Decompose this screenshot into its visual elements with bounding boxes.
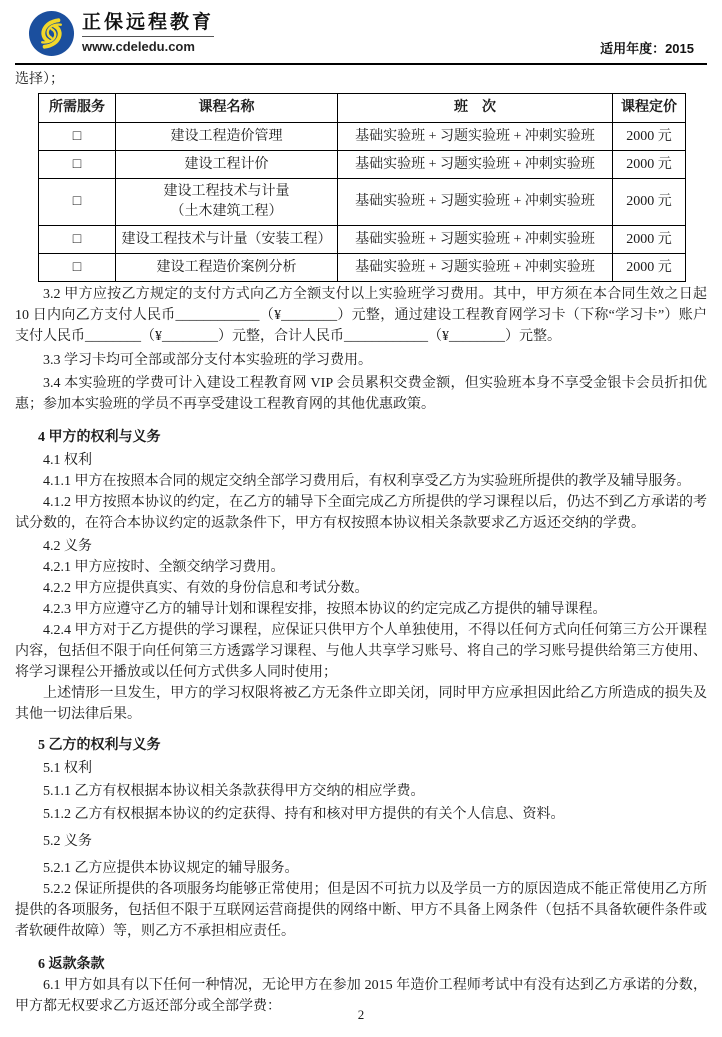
course-price-cell: 2000 元 [613,151,686,179]
checkbox-cell [39,151,116,179]
clause-4-1-1: 4.1.1 甲方在按照本合同的规定交纳全部学习费用后，有权利享受乙方为实验班所提供的教学及辅导服务。 [43,474,691,489]
clause-4-1: 4.1 权利 [43,453,92,468]
clause-4-2-4-note: 上述情形一旦发生，甲方的学习权限将被乙方无条件立即关闭，同时甲方应承担因此给乙方所造成的损失及其他一切法律后果。 [15,686,707,722]
section-4-heading: 4 甲方的权利与义务 [38,430,161,445]
clause-4-2-2: 4.2.2 甲方应提供真实、有效的身份信息和考试分数。 [43,581,369,596]
clause-5-2-1: 5.2.1 乙方应提供本协议规定的辅导服务。 [43,861,299,876]
checkbox-icon[interactable]: □ [72,259,82,275]
section-5-heading: 5 乙方的权利与义务 [38,738,161,753]
page-number: 2 [357,1007,365,1022]
col-header-service: 所需服务 [39,94,116,123]
clause-5-2-2: 5.2.2 保证所提供的各项服务均能够正常使用；但是因不可抗力以及学员一方的原因造成不能正常使用乙方所提供的各项服务，包括但不限于互联网运营商提供的网络中断、甲方不具备上网条件（包括不具备软硬件条件或者软硬件故障）等，则乙方不承担相应责任。 [15,882,707,939]
clause-4-1-2: 4.1.2 甲方按照本协议的约定，在乙方的辅导下全面完成乙方所提供的学习课程以后，仍达不到乙方承诺的考试分数的，在符合本协议约定的返款条件下，甲方有权按照本协议相关条款要求乙方返还交纳的学费。 [15,495,707,531]
course-classes-cell: 基础实验班 + 习题实验班 + 冲刺实验班 [338,123,613,151]
course-classes-cell: 基础实验班 + 习题实验班 + 冲刺实验班 [338,179,613,226]
brand-name: 正保远程教育 [82,12,214,37]
course-name-line1: 建设工程技术与计量 [163,184,290,199]
checkbox-icon[interactable]: □ [72,231,82,247]
course-price-cell: 2000 元 [613,123,686,151]
course-classes-cell: 基础实验班 + 习题实验班 + 冲刺实验班 [338,254,613,282]
brand-text-block [82,12,214,55]
clause-4-2-4: 4.2.4 甲方对于乙方提供的学习课程，应保证只供甲方个人单独使用，不得以任何方式向任何第三方公开课程内容，包括但不限于向任何第三方透露学习课程、与他人共享学习账号、将自己的学习账号提供给第三方使用、将学习课程公开播放或以任何方式供多人同时使用； [15,623,707,680]
checkbox-icon[interactable]: □ [72,156,82,172]
brand-url: www.cdeledu.com [82,39,195,54]
course-classes-cell: 基础实验班 + 习题实验班 + 冲刺实验班 [338,226,613,254]
clause-3-2: 3.2 甲方应按乙方规定的支付方式向乙方全额支付以上实验班学习费用。其中，甲方须在本合同生效之日起 10 日内向乙方支付人民币____________（¥________）元整，通过建设工程教育网学习卡（下称“学习卡”）账户支付人民币________（¥________）元整，合计人民币____________（¥________）元整。 [15,287,707,344]
clause-5-2: 5.2 义务 [43,834,92,849]
table-row [39,151,686,179]
col-header-course-name: 课程名称 [116,94,338,123]
course-name-cell: 建设工程技术与计量（安装工程） [116,226,338,254]
course-name-cell: 建设工程造价管理 [116,123,338,151]
course-name-cell: 建设工程计价 [116,151,338,179]
table-row [39,123,686,151]
checkbox-cell [39,254,116,282]
course-name-cell [116,179,338,226]
col-header-price: 课程定价 [613,94,686,123]
checkbox-cell [39,123,116,151]
clause-5-1: 5.1 权利 [43,761,92,776]
table-row [39,179,686,226]
brand-logo-icon [28,10,75,57]
course-price-cell: 2000 元 [613,179,686,226]
applicable-year-label: 适用年度：2015 [600,41,694,56]
clause-4-2-3: 4.2.3 甲方应遵守乙方的辅导计划和课程安排，按照本协议的约定完成乙方提供的辅导课程。 [43,602,607,617]
clause-6-1: 6.1 甲方如具有以下任何一种情况，无论甲方在参加 2015 年造价工程师考试中有没有达到乙方承诺的分数，甲方都无权要求乙方返还部分或全部学费： [15,978,707,1014]
col-header-classes: 班 次 [338,94,613,123]
clause-5-1-2: 5.1.2 乙方有权根据本协议的约定获得、持有和核对甲方提供的有关个人信息、资料。 [43,807,565,822]
course-selection-table [38,93,686,282]
clause-3-4: 3.4 本实验班的学费可计入建设工程教育网 VIP 会员累积交费金额，但实验班本身不享受金银卡会员折扣优惠；参加本实验班的学员不再享受建设工程教育网的其他优惠政策。 [15,376,707,412]
clause-5-1-1: 5.1.1 乙方有权根据本协议相关条款获得甲方交纳的相应学费。 [43,784,425,799]
checkbox-icon[interactable]: □ [72,128,82,144]
table-header-row [39,94,686,123]
table-row [39,254,686,282]
table-row [39,226,686,254]
course-classes-cell: 基础实验班 + 习题实验班 + 冲刺实验班 [338,151,613,179]
course-name-cell: 建设工程造价案例分析 [116,254,338,282]
checkbox-cell [39,179,116,226]
course-price-cell: 2000 元 [613,254,686,282]
section-6-heading: 6 返款条款 [38,957,105,972]
page-header [15,8,707,65]
clause-4-2-1: 4.2.1 甲方应按时、全额交纳学习费用。 [43,560,285,575]
clause-4-2: 4.2 义务 [43,539,92,554]
checkbox-cell [39,226,116,254]
checkbox-icon[interactable]: □ [72,194,82,209]
lead-text: 选择）； [15,72,64,87]
course-name-line2: （土木建筑工程） [170,204,283,219]
course-price-cell: 2000 元 [613,226,686,254]
clause-3-3: 3.3 学习卡均可全部或部分支付本实验班的学习费用。 [43,353,372,368]
